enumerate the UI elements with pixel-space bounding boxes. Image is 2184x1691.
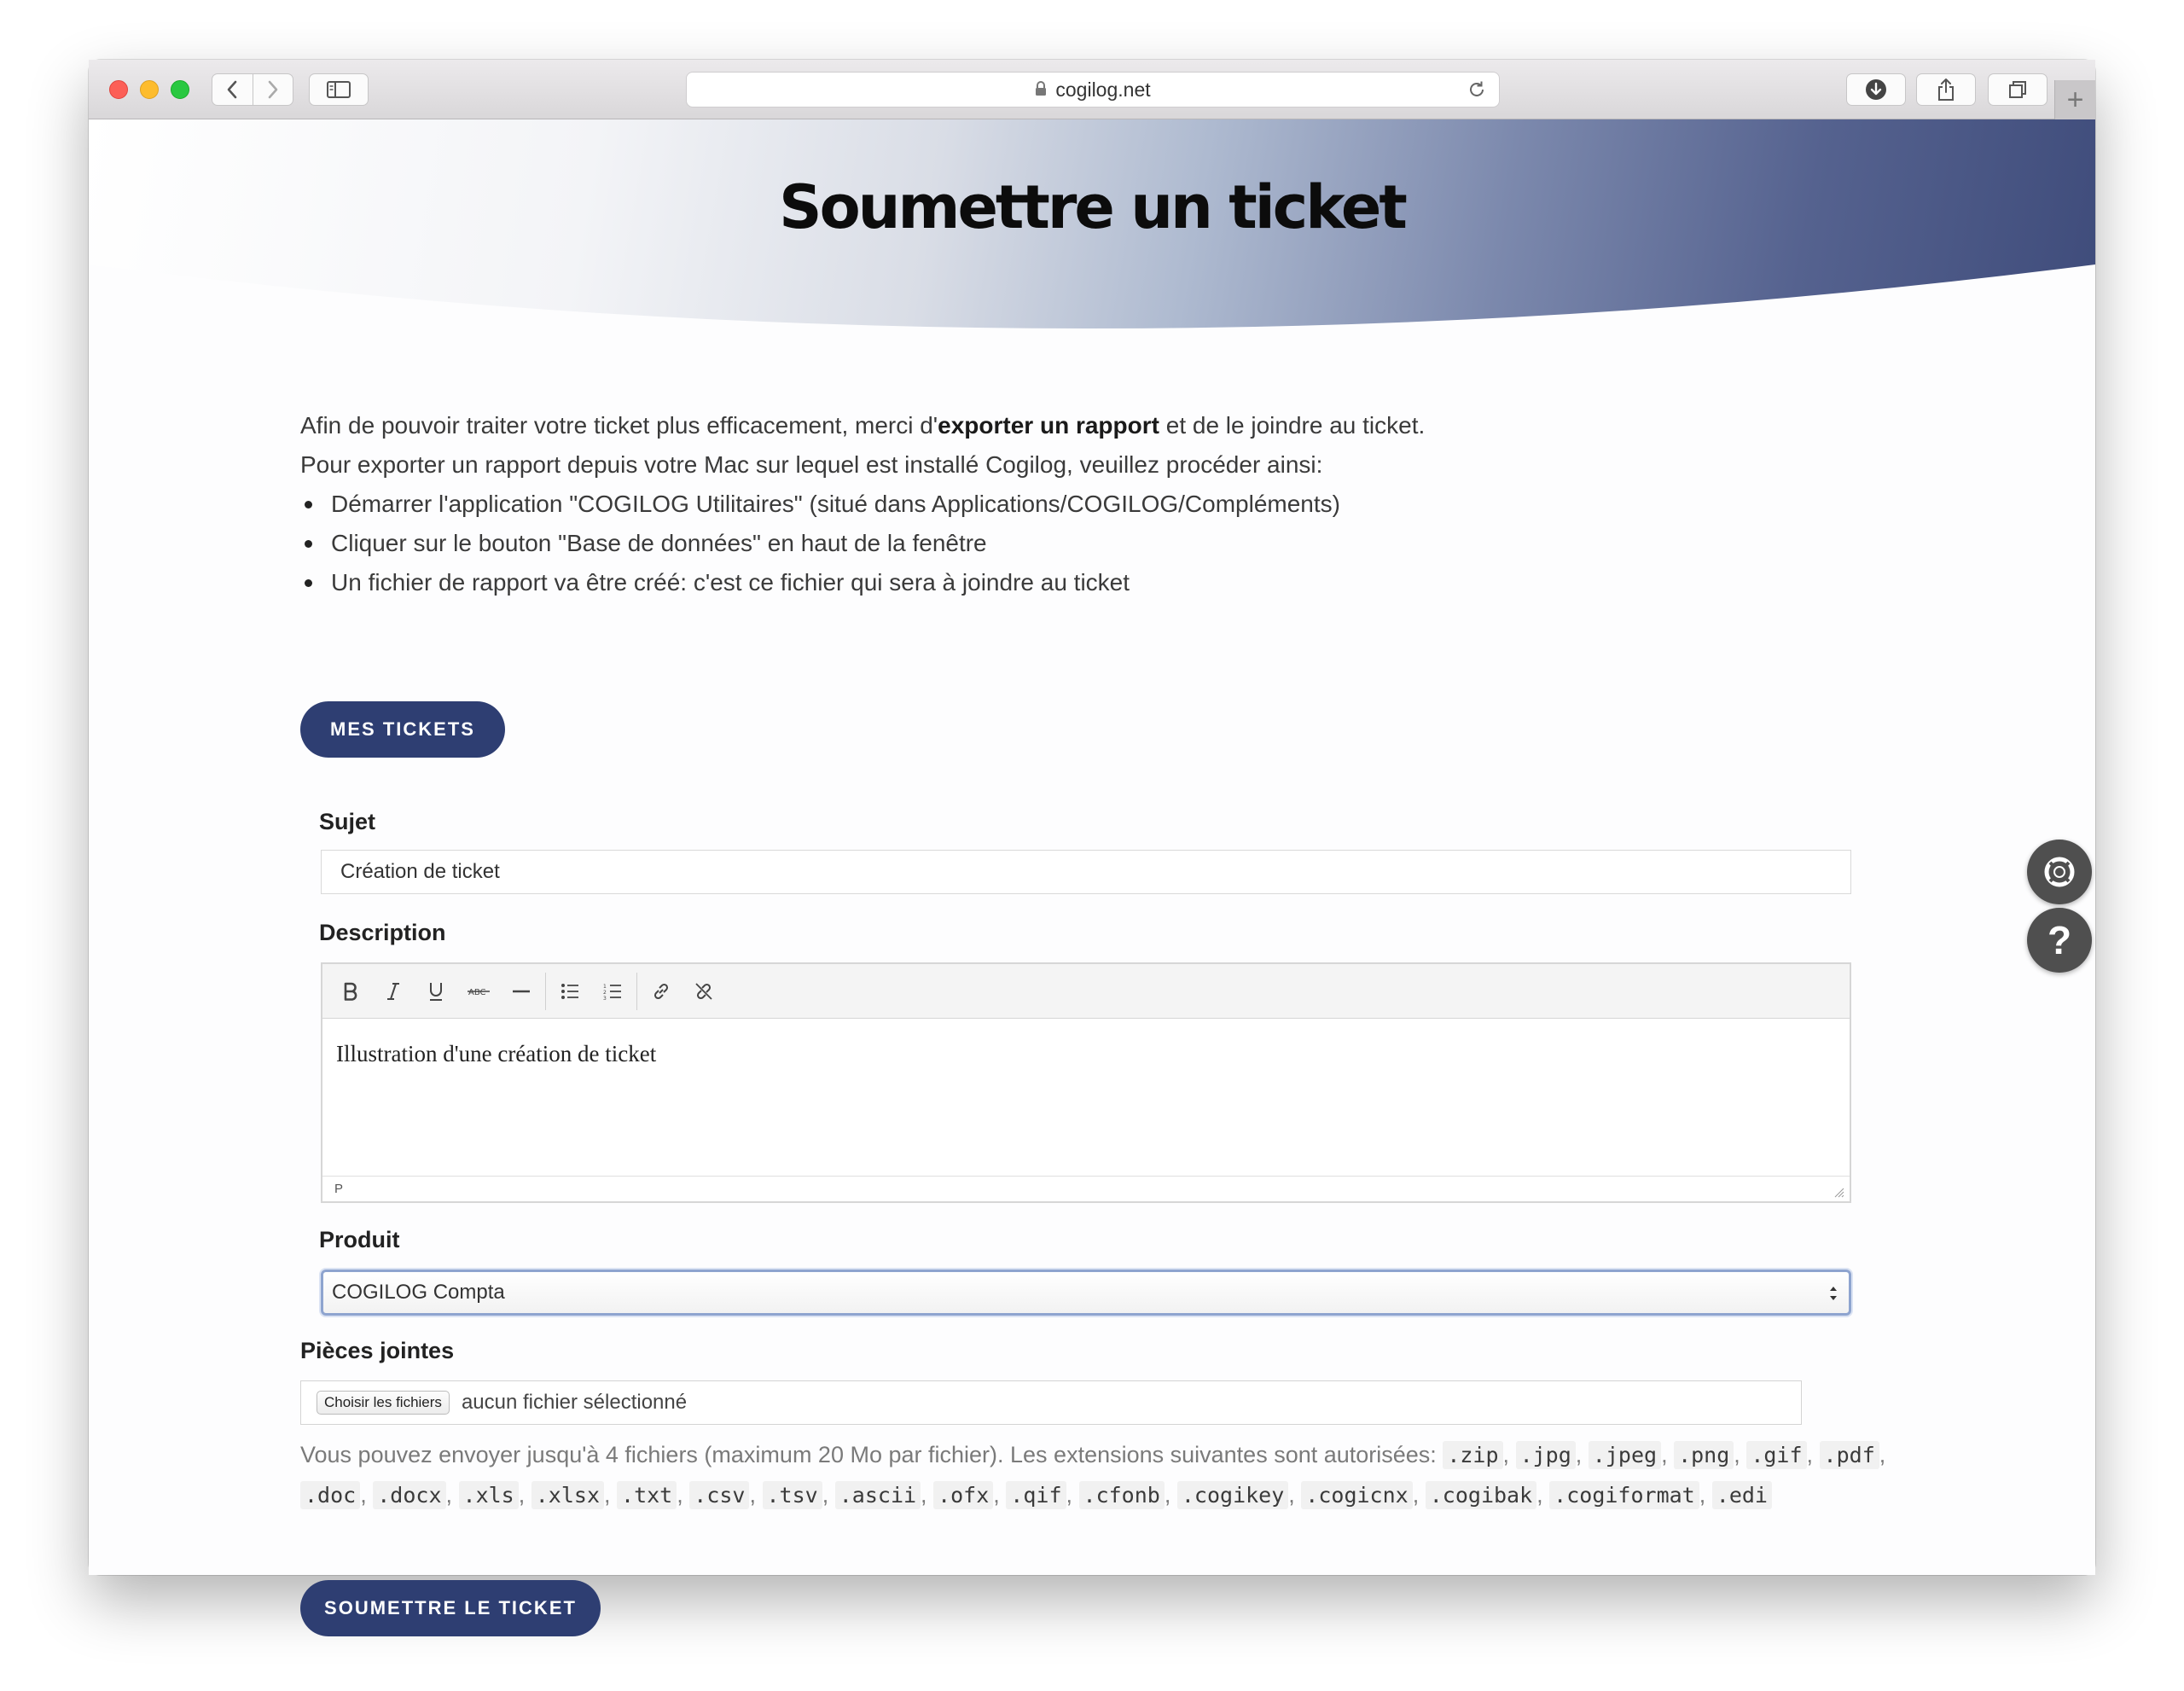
toolbar-separator (636, 973, 637, 1010)
page-content (89, 119, 2095, 1618)
download-icon[interactable] (1846, 73, 1906, 106)
minimize-window-button[interactable] (140, 80, 159, 99)
zoom-window-button[interactable] (171, 80, 189, 99)
editor-toolbar (322, 964, 1850, 1019)
address-bar[interactable] (686, 72, 1500, 108)
intro-text (300, 406, 1665, 602)
extension-badge: .cfonb (1079, 1481, 1165, 1509)
page-title: Soumettre un ticket (779, 172, 1405, 242)
extension-badge: .zip (1443, 1441, 1502, 1469)
lifebuoy-icon[interactable] (2027, 840, 2092, 904)
sidebar-icon[interactable] (309, 73, 369, 106)
extension-badge: .cogiformat (1549, 1481, 1699, 1509)
description-textarea[interactable]: Illustration d'une création de ticket (336, 1041, 657, 1066)
browser-toolbar (89, 60, 2095, 119)
extension-badge: .cogicnx (1301, 1481, 1412, 1509)
numbered-list-icon[interactable] (591, 973, 634, 1010)
extension-badge: .tsv (763, 1481, 822, 1509)
toolbar-separator (545, 973, 546, 1010)
instructions-line: Pour exporter un rapport depuis votre Mac sur lequel est installé Cogilog, veuillez procéder ainsi: (300, 451, 1323, 478)
url-text: cogilog.net (1055, 78, 1151, 101)
share-icon[interactable] (1916, 73, 1976, 106)
extension-badge: .docx (373, 1481, 445, 1509)
my-tickets-button[interactable]: MES TICKETS (300, 701, 505, 758)
extension-badge: .cogikey (1177, 1481, 1288, 1509)
extension-badge: .csv (689, 1481, 749, 1509)
extension-badge: .xls (459, 1481, 519, 1509)
bold-icon[interactable] (329, 973, 372, 1010)
extension-badge: .qif (1006, 1481, 1066, 1509)
description-label: Description (319, 920, 446, 945)
extension-badge: .jpg (1516, 1441, 1576, 1469)
forward-icon[interactable] (253, 74, 293, 105)
back-icon[interactable] (212, 74, 253, 105)
resize-grip-icon[interactable] (1833, 1186, 1844, 1198)
svg-text:3: 3 (603, 995, 607, 1002)
hero-banner (89, 119, 2095, 333)
product-select-value: COGILOG Compta (332, 1281, 505, 1304)
product-label: Produit (319, 1227, 400, 1252)
underline-icon[interactable] (415, 973, 457, 1010)
extension-badge: .png (1674, 1441, 1734, 1469)
lock-icon (1035, 78, 1047, 102)
unlink-icon[interactable] (682, 973, 725, 1010)
file-input (300, 1380, 1802, 1425)
svg-text:2: 2 (603, 989, 607, 996)
hero-curve (89, 264, 2095, 350)
attachments-label: Pièces jointes (300, 1338, 455, 1363)
hint-text: Vous pouvez envoyer jusqu'à 4 fichiers (maximum 20 Mo par fichier). Les extensions suivantes sont autorisées: (300, 1442, 1437, 1467)
extension-badge: .pdf (1820, 1441, 1879, 1469)
list-item: Cliquer sur le bouton "Base de données" en haut de la fenêtre (300, 524, 1665, 563)
extension-badge: .xlsx (531, 1481, 604, 1509)
extension-badge: .doc (300, 1481, 360, 1509)
browser-window (89, 60, 2095, 1618)
intro-bold: exporter un rapport (938, 412, 1159, 439)
select-arrows-icon (1828, 1284, 1838, 1303)
extension-badge: .ofx (933, 1481, 993, 1509)
subject-input[interactable]: Création de ticket (321, 850, 1851, 894)
subject-label: Sujet (319, 809, 376, 834)
list-item: Démarrer l'application "COGILOG Utilitaires" (situé dans Applications/COGILOG/Compléments) (300, 485, 1665, 524)
link-icon[interactable] (640, 973, 682, 1010)
list-item: Un fichier de rapport va être créé: c'est ce fichier qui sera à joindre au ticket (300, 563, 1665, 602)
choose-files-button[interactable]: Choisir les fichiers (317, 1391, 450, 1415)
italic-icon[interactable] (372, 973, 415, 1010)
plus-icon[interactable]: + (2054, 80, 2095, 119)
submit-ticket-button[interactable]: SOUMETTRE LE TICKET (300, 1580, 601, 1636)
intro-paragraph (300, 406, 1665, 445)
question-icon[interactable]: ? (2027, 908, 2092, 973)
editor-status-bar: P (322, 1176, 1850, 1201)
product-select[interactable] (321, 1270, 1851, 1316)
nav-buttons (212, 73, 293, 106)
no-file-text: aucun fichier sélectionné (461, 1391, 688, 1414)
svg-text:1: 1 (603, 983, 607, 990)
close-window-button[interactable] (109, 80, 128, 99)
svg-text:ABC: ABC (468, 987, 486, 997)
attachments-hint: Vous pouvez envoyer jusqu'à 4 fichiers (maximum 20 Mo par fichier). Les extensions suivantes sont autorisées: .zip , .jpg , .jpeg , .png , .gif , .pdf , .doc , .docx , .xls , .xlsx , .txt , .csv , .tsv , .ascii , .ofx , .qif , .cfonb , .cogikey , .cogicnx , .cogibak , .cogiformat , .edi (300, 1442, 1886, 1508)
extension-badge: .cogibak (1426, 1481, 1536, 1509)
extension-badge: .txt (617, 1481, 677, 1509)
intro-before: Afin de pouvoir traiter votre ticket plus efficacement, merci d' (300, 412, 938, 439)
intro-after: et de le joindre au ticket. (1159, 412, 1426, 439)
tabs-icon[interactable] (1988, 73, 2048, 106)
extension-badge: .edi (1712, 1481, 1772, 1509)
horizontal-rule-icon[interactable] (500, 973, 543, 1010)
extension-badge: .ascii (835, 1481, 921, 1509)
description-editor (321, 962, 1851, 1203)
reload-icon[interactable] (1467, 79, 1487, 105)
strikethrough-icon[interactable] (457, 973, 500, 1010)
extension-badge: .gif (1746, 1441, 1806, 1469)
bullet-list-icon[interactable] (549, 973, 591, 1010)
steps-list (300, 485, 1665, 602)
extension-badge: .jpeg (1589, 1441, 1661, 1469)
